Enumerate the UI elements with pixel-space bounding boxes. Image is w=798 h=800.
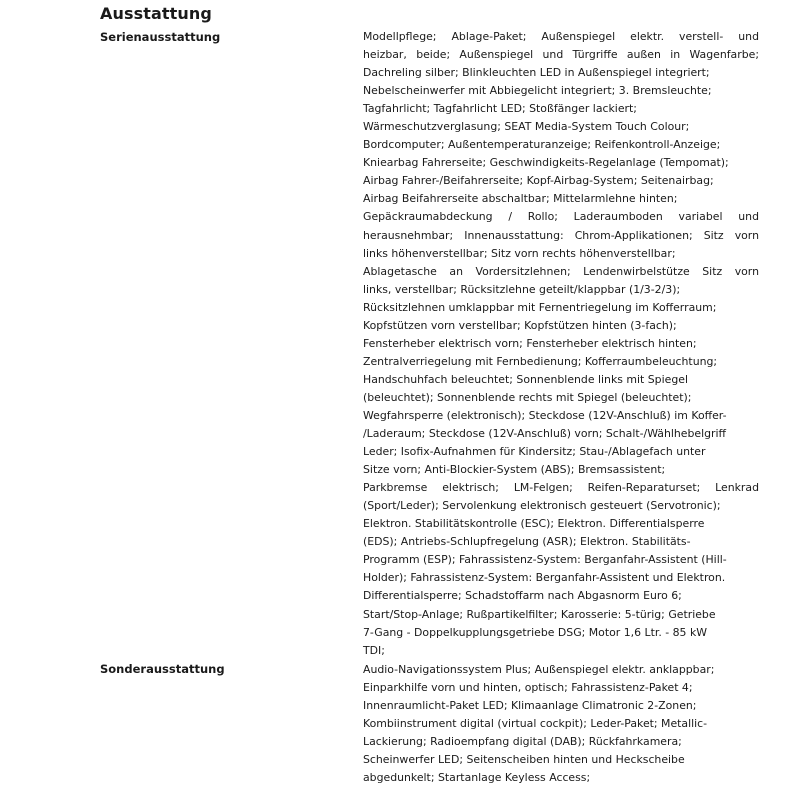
text-line: Audio-Navigationssystem Plus; Außenspiegel elektr. anklappbar; (363, 663, 715, 676)
text-line: Bordcomputer; Außentemperaturanzeige; Reifenkontroll-Anzeige; (363, 138, 721, 152)
text-line: Rücksitzlehnen umklappbar mit Fernentriegelung im Kofferraum; (363, 300, 717, 314)
text-line: Modellpflege; Ablage-Paket; Außenspiegel elektr. verstell- und (363, 30, 759, 43)
optional-equipment-label: Sonderausstattung (100, 662, 225, 676)
text-line: Start/Stop-Anlage; Rußpartikelfilter; Karosserie: 5-türig; Getriebe (363, 607, 716, 621)
text-line: Sitze vorn; Anti-Blockier-System (ABS); Bremsassistent; (363, 463, 666, 477)
text-line: /Laderaum; Steckdose (12V-Anschluß) vorn; Schalt-/Wählhebelgriff (363, 427, 727, 441)
text-line: Kombiinstrument digital (virtual cockpit); Leder-Paket; Metallic- (363, 717, 708, 731)
text-line: links, verstellbar; Rücksitzlehne geteilt/klappbar (1/3-2/3); (363, 282, 681, 296)
text-line: Nebelscheinwerfer mit Abbiegelicht integriert; 3. Bremsleuchte; (363, 84, 712, 98)
text-line: Kopfstützen vorn verstellbar; Kopfstützen hinten (3-fach); (363, 318, 677, 332)
text-line: Fensterheber elektrisch vorn; Fensterheber elektrisch hinten; (363, 336, 697, 350)
text-line: Kniearbag Fahrerseite; Geschwindigkeits-Regelanlage (Tempomat); (363, 156, 729, 170)
text-line: Innenraumlicht-Paket LED; Klimaanlage Climatronic 2-Zonen; (363, 699, 697, 713)
text-line: Scheinwerfer LED; Seitenscheiben hinten und Heckscheibe (363, 753, 685, 767)
text-line: Gepäckraumabdeckung / Rollo; Laderaumboden variabel und (363, 210, 759, 224)
text-line: Elektron. Stabilitätskontrolle (ESC); Elektron. Differentialsperre (363, 517, 705, 531)
text-line: TDI; (363, 643, 385, 657)
text-line: Parkbremse elektrisch; LM-Felgen; Reifen-Reparaturset; Lenkrad (363, 481, 759, 495)
text-line: herausnehmbar; Innenausstattung: Chrom-Applikationen; Sitz vorn (363, 228, 759, 242)
optional-equipment-text (363, 661, 759, 787)
text-line: Airbag Fahrer-/Beifahrerseite; Kopf-Airbag-System; Seitenairbag; (363, 174, 714, 188)
text-line: abgedunkelt; Startanlage Keyless Access; (363, 771, 591, 785)
equipment-heading: Ausstattung (100, 4, 212, 23)
text-line: Differentialsperre; Schadstoffarm nach Abgasnorm Euro 6; (363, 589, 682, 603)
text-line: Lackierung; Radioempfang digital (DAB); Rückfahrkamera; (363, 735, 682, 749)
standard-equipment-label: Serienausstattung (100, 30, 221, 44)
text-line: Zentralverriegelung mit Fernbedienung; Kofferraumbeleuchtung; (363, 354, 718, 368)
text-line: (EDS); Antriebs-Schlupfregelung (ASR); Elektron. Stabilitäts- (363, 535, 691, 549)
text-line: Holder); Fahrassistenz-System: Berganfahr-Assistent und Elektron. (363, 571, 726, 585)
text-line: heizbar, beide; Außenspiegel und Türgriffe außen in Wagenfarbe; (363, 48, 759, 62)
text-line: Leder; Isofix-Aufnahmen für Kindersitz; Stau-/Ablagefach unter (363, 445, 706, 459)
text-line: (beleuchtet); Sonnenblende rechts mit Spiegel (beleuchtet); (363, 390, 692, 404)
text-line: links höhenverstellbar; Sitz vorn rechts höhenverstellbar; (363, 246, 676, 260)
text-line: Programm (ESP); Fahrassistenz-System: Berganfahr-Assistent (Hill- (363, 553, 727, 567)
text-line: Wärmeschutzverglasung; SEAT Media-System Touch Colour; (363, 120, 690, 134)
text-line: Wegfahrsperre (elektronisch); Steckdose (12V-Anschluß) im Koffer- (363, 408, 727, 422)
text-line: Handschuhfach beleuchtet; Sonnenblende links mit Spiegel (363, 372, 688, 386)
text-line: Tagfahrlicht; Tagfahrlicht LED; Stoßfänger lackiert; (363, 102, 637, 116)
text-line: Einparkhilfe vorn und hinten, optisch; Fahrassistenz-Paket 4; (363, 681, 693, 695)
text-line: Airbag Beifahrerseite abschaltbar; Mittelarmlehne hinten; (363, 192, 678, 206)
standard-equipment-text (363, 28, 759, 660)
text-line: (Sport/Leder); Servolenkung elektronisch gesteuert (Servotronic); (363, 499, 721, 513)
text-line: Ablagetasche an Vordersitzlehnen; Lendenwirbelstütze Sitz vorn (363, 264, 759, 278)
text-line: 7-Gang - Doppelkupplungsgetriebe DSG; Motor 1,6 Ltr. - 85 kW (363, 625, 708, 639)
text-line: Dachreling silber; Blinkleuchten LED in Außenspiegel integriert; (363, 66, 710, 80)
